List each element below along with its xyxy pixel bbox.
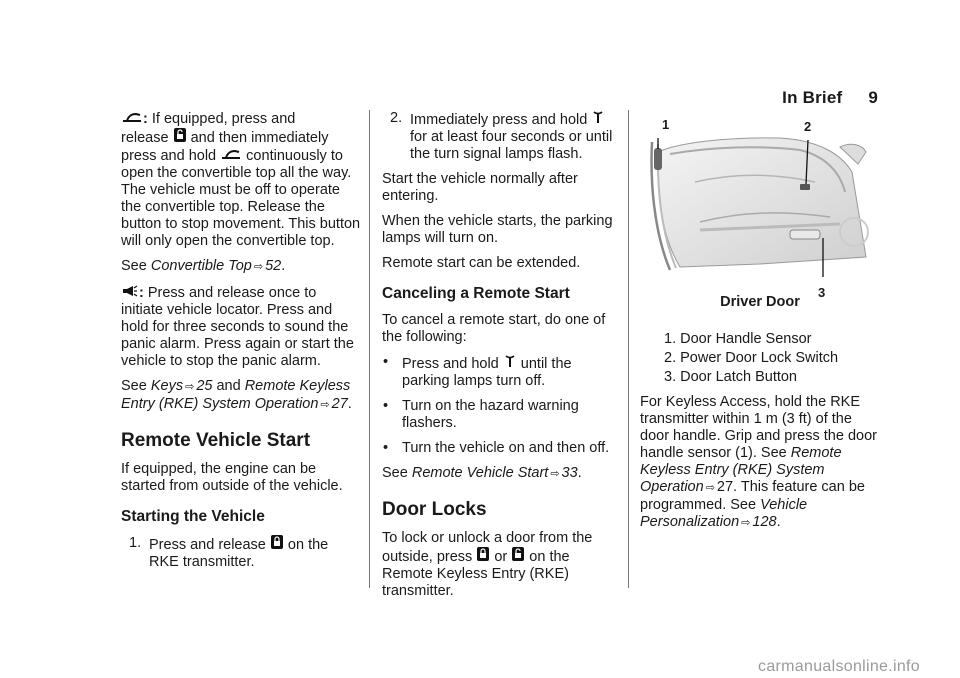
text: on the Remote Keyless Entry (RKE) transmitter. [382, 549, 570, 599]
text: until the parking lamps turn off. [402, 356, 572, 389]
text: See [382, 465, 412, 481]
page-header [782, 88, 878, 108]
page-ref[interactable]: 25 [196, 378, 213, 394]
remote-start-intro: If equipped, the engine can be started from outside of the vehicle. [121, 461, 343, 494]
text: Press and release [149, 537, 270, 553]
unlock-icon [511, 547, 525, 565]
heading-starting-the-vehicle: Starting the Vehicle [121, 508, 265, 525]
watermark: carmanualsonline.info [758, 658, 920, 675]
text: open the convertible top all the way. The vehicle must be off to operate the convertible top. Release the button to stop movement. This button will only open the convertible top. [121, 165, 361, 249]
page-ref-arrow-icon: ⇨ [185, 381, 195, 393]
step-2 [382, 110, 622, 163]
text: continuously to [242, 148, 343, 164]
keyless-access-paragraph [640, 394, 880, 532]
see-reference: See Convertible Top ⇨ 52. [121, 258, 286, 274]
text: on the RKE transmitter. [149, 537, 329, 570]
step-1 [121, 535, 361, 571]
column-2 [382, 110, 622, 608]
column-divider [628, 110, 629, 588]
text: See [121, 378, 151, 394]
paragraph: To cancel a remote start, do one of the following: [382, 312, 606, 345]
page-ref-arrow-icon: ⇨ [741, 517, 751, 529]
page-ref-arrow-icon: ⇨ [550, 468, 560, 480]
figure-caption: Driver Door [720, 294, 800, 310]
bullet: • [383, 440, 389, 456]
panic-horn-icon [121, 284, 139, 301]
text: . [776, 514, 781, 530]
page-ref[interactable]: 52 [265, 258, 282, 274]
bullet-item [382, 440, 622, 457]
bullet-text [402, 354, 622, 390]
power-door-lock-switch-mark [800, 184, 810, 190]
bullet: • [383, 354, 389, 370]
lock-icon [476, 547, 490, 565]
paragraph: When the vehicle starts, the parking lamps will turn on. [382, 213, 613, 246]
convertible-top-icon [121, 110, 143, 127]
page-number: 9 [868, 88, 878, 107]
column-divider [369, 110, 370, 588]
page-ref-arrow-icon: ⇨ [253, 261, 264, 273]
symbol-colon: : [143, 111, 148, 127]
list-item: 2. Power Door Lock Switch [664, 350, 839, 366]
heading-remote-vehicle-start: Remote Vehicle Start [121, 430, 311, 451]
step-number: 1. [129, 535, 142, 551]
lock-icon [270, 535, 284, 553]
page-ref-arrow-icon: ⇨ [705, 482, 715, 494]
text: Immediately press and hold [410, 112, 592, 128]
heading-canceling-remote-start: Canceling a Remote Start [382, 285, 570, 302]
text: For Keyless Access, hold the RKE transmitter within 1 m (3 ft) of the door handle. Grip and press the door handle sensor (1). See [640, 394, 877, 461]
figure-label-3: 3 [818, 285, 826, 300]
door-latch-button-mark [790, 230, 820, 239]
page-ref[interactable]: 33 [561, 465, 578, 481]
link-vehicle-personalization[interactable]: Vehicle Personalization [640, 497, 808, 530]
driver-door-illustration [640, 112, 870, 282]
see-reference: See Keys ⇨ 25 and Remote Keyless Entry (RKE) System Operation ⇨ 27. [121, 378, 352, 412]
bullet-text: Turn on the hazard warning flashers. [402, 398, 579, 431]
paragraph: Remote start can be extended. [382, 255, 581, 271]
bullet: • [383, 398, 389, 414]
link-convertible-top[interactable]: Convertible Top [150, 258, 252, 274]
door-handle-sensor-mark [654, 148, 662, 170]
text: and then immediately [186, 130, 329, 146]
step-text [149, 535, 361, 571]
link-rke-system-operation[interactable]: Remote Keyless Entry (RKE) System Operation [121, 378, 351, 412]
bullet-text: Turn the vehicle on and then off. [402, 440, 610, 456]
text: Press and release once to initiate vehicle locator. Press and hold for three seconds to sound the panic alarm. Press again or start the vehicle to stop the panic alarm. [121, 285, 354, 369]
link-rke-system-operation[interactable]: Remote Keyless Entry (RKE) System Operation [640, 445, 842, 495]
remote-start-icon [503, 354, 517, 372]
figure-label-1: 1 [662, 117, 670, 132]
heading-door-locks: Door Locks [382, 499, 487, 520]
text: . This feature can be programmed. See [640, 479, 865, 513]
link-remote-vehicle-start[interactable]: Remote Vehicle Start [411, 465, 549, 481]
text: for at least four seconds or until the turn signal lamps flash. [410, 129, 613, 162]
remote-start-icon [591, 110, 605, 128]
step-text [410, 110, 622, 163]
figure-label-2: 2 [804, 119, 812, 134]
driver-door-figure [640, 112, 870, 300]
bullet-item [382, 398, 622, 432]
text: To lock or unlock a door from the outside, press [382, 530, 593, 565]
door-locks-paragraph [382, 530, 622, 600]
text: and [212, 378, 245, 394]
text: release [121, 130, 173, 146]
section-title: In Brief [782, 88, 843, 107]
bullet-item [382, 354, 622, 390]
text: Press and hold [402, 356, 503, 372]
page-ref[interactable]: 27 [716, 479, 734, 495]
text: If equipped, press and [147, 111, 296, 127]
paragraph: Start the vehicle normally after entering. [382, 171, 578, 204]
column-1 [121, 110, 361, 579]
convertible-top-icon [220, 147, 242, 164]
text: or [490, 549, 512, 565]
page-ref-arrow-icon: ⇨ [320, 399, 330, 411]
step-number: 2. [390, 110, 403, 126]
link-keys[interactable]: Keys [150, 378, 184, 394]
list-item: 3. Door Latch Button [664, 369, 797, 385]
symbol-colon: : [139, 285, 144, 301]
text: press and hold [121, 148, 221, 164]
see-reference: See Remote Vehicle Start ⇨ 33. [382, 465, 582, 481]
unlock-icon [173, 128, 187, 146]
column-3 [640, 110, 880, 540]
panic-paragraph [121, 284, 361, 370]
convertible-paragraph [121, 110, 361, 250]
page-ref[interactable]: 27 [331, 396, 348, 412]
page-ref[interactable]: 128 [752, 514, 777, 530]
list-item: 1. Door Handle Sensor [664, 331, 812, 347]
text: See [121, 258, 151, 274]
